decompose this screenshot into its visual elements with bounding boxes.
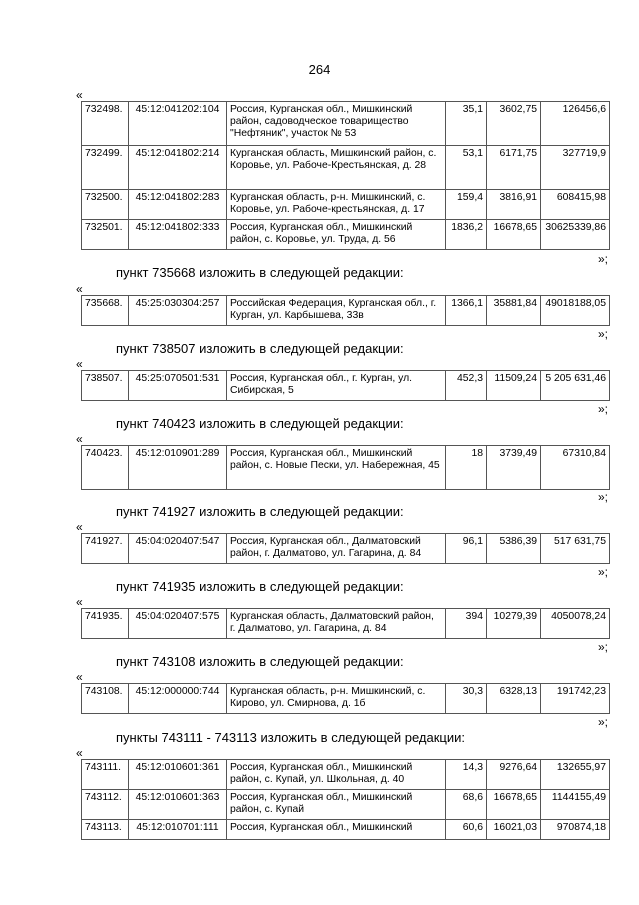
open-quote: « [76,432,83,446]
amendment-heading: пункты 743111 - 743113 изложить в следующей редакции: [116,730,465,745]
area: 18 [446,446,487,490]
address: Россия, Курганская обл., г. Курган, ул. Сибирская, 5 [227,371,446,401]
open-quote: « [76,88,83,102]
area: 60,6 [446,820,487,840]
cadastral-number: 45:25:030304:257 [129,296,227,326]
row-number: 735668. [82,296,129,326]
table-row [82,190,610,220]
amendment-heading: пункт 741927 изложить в следующей редакции: [116,504,404,519]
cadastral-value: 608415,98 [541,190,610,220]
cadastral-number: 45:12:041802:333 [129,220,227,250]
cadastral-table [81,759,610,840]
unit-value: 16021,03 [487,820,541,840]
cadastral-table [81,445,610,490]
cadastral-number: 45:12:000000:744 [129,684,227,714]
cadastral-value: 132655,97 [541,760,610,790]
address: Россия, Курганская обл., Мишкинский [227,820,446,840]
cadastral-value: 49018188,05 [541,296,610,326]
unit-value: 6328,13 [487,684,541,714]
cadastral-number: 45:12:010601:363 [129,790,227,820]
close-quote: »; [598,565,609,579]
amendment-heading: пункт 741935 изложить в следующей редакции: [116,579,404,594]
row-number: 732498. [82,102,129,146]
unit-value: 9276,64 [487,760,541,790]
cadastral-number: 45:12:010901:289 [129,446,227,490]
table-row [82,790,610,820]
amendment-heading: пункт 735668 изложить в следующей редакции: [116,265,404,280]
open-quote: « [76,670,83,684]
address: Россия, Курганская обл., Мишкинский район, с. Купай [227,790,446,820]
row-number: 732499. [82,146,129,190]
cadastral-value: 1144155,49 [541,790,610,820]
row-number: 743113. [82,820,129,840]
cadastral-value: 327719,9 [541,146,610,190]
address: Россия, Курганская обл., Далматовский район, г. Далматово, ул. Гагарина, д. 84 [227,534,446,564]
open-quote: « [76,357,83,371]
open-quote: « [76,746,83,760]
address: Курганская область, р-н. Мишкинский, с. Коровье, ул. Рабоче-крестьянская, д. 17 [227,190,446,220]
cadastral-number: 45:12:041802:214 [129,146,227,190]
cadastral-value: 517 631,75 [541,534,610,564]
amendment-heading: пункт 740423 изложить в следующей редакции: [116,416,404,431]
unit-value: 3739,49 [487,446,541,490]
close-quote: »; [598,490,609,504]
cadastral-number: 45:04:020407:575 [129,609,227,639]
cadastral-table [81,608,610,639]
table-row [82,146,610,190]
cadastral-number: 45:12:010701:111 [129,820,227,840]
cadastral-value: 30625339,86 [541,220,610,250]
row-number: 741927. [82,534,129,564]
table-row [82,820,610,840]
row-number: 732500. [82,190,129,220]
row-number: 741935. [82,609,129,639]
row-number: 738507. [82,371,129,401]
close-quote: »; [598,327,609,341]
cadastral-table [81,295,610,326]
cadastral-value: 126456,6 [541,102,610,146]
cadastral-table [81,533,610,564]
area: 394 [446,609,487,639]
open-quote: « [76,282,83,296]
area: 30,3 [446,684,487,714]
open-quote: « [76,595,83,609]
cadastral-value: 970874,18 [541,820,610,840]
table-row [82,760,610,790]
table-row [82,609,610,639]
table-row [82,102,610,146]
close-quote: »; [598,252,609,266]
area: 53,1 [446,146,487,190]
address: Россия, Курганская обл., Мишкинский район, с. Купай, ул. Школьная, д. 40 [227,760,446,790]
cadastral-table [81,370,610,401]
unit-value: 16678,65 [487,220,541,250]
address: Курганская область, Далматовский район, г. Далматово, ул. Гагарина, д. 84 [227,609,446,639]
cadastral-value: 191742,23 [541,684,610,714]
cadastral-number: 45:12:041802:283 [129,190,227,220]
address: Россия, Курганская обл., Мишкинский район, садоводческое товарищество "Нефтяник", участок № 53 [227,102,446,146]
address: Курганская область, Мишкинский район, с. Коровье, ул. Рабоче-Крестьянская, д. 28 [227,146,446,190]
unit-value: 5386,39 [487,534,541,564]
area: 452,3 [446,371,487,401]
unit-value: 3602,75 [487,102,541,146]
unit-value: 10279,39 [487,609,541,639]
row-number: 743112. [82,790,129,820]
cadastral-value: 67310,84 [541,446,610,490]
open-quote: « [76,520,83,534]
table-row [82,296,610,326]
row-number: 743111. [82,760,129,790]
cadastral-table [81,683,610,714]
table-row [82,220,610,250]
unit-value: 6171,75 [487,146,541,190]
close-quote: »; [598,402,609,416]
unit-value: 35881,84 [487,296,541,326]
cadastral-number: 45:04:020407:547 [129,534,227,564]
row-number: 743108. [82,684,129,714]
table-row [82,684,610,714]
address: Российская Федерация, Курганская обл., г. Курган, ул. Карбышева, 33в [227,296,446,326]
cadastral-number: 45:12:010601:361 [129,760,227,790]
amendment-heading: пункт 743108 изложить в следующей редакции: [116,654,404,669]
row-number: 740423. [82,446,129,490]
row-number: 732501. [82,220,129,250]
area: 68,6 [446,790,487,820]
unit-value: 11509,24 [487,371,541,401]
unit-value: 16678,65 [487,790,541,820]
area: 96,1 [446,534,487,564]
page-number: 264 [308,62,331,77]
address: Россия, Курганская обл., Мишкинский район, с. Новые Пески, ул. Набережная, 45 [227,446,446,490]
address: Курганская область, р-н. Мишкинский, с. Кирово, ул. Смирнова, д. 1б [227,684,446,714]
area: 1836,2 [446,220,487,250]
area: 1366,1 [446,296,487,326]
close-quote: »; [598,640,609,654]
cadastral-number: 45:12:041202:104 [129,102,227,146]
table-row [82,446,610,490]
address: Россия, Курганская обл., Мишкинский район, с. Коровье, ул. Труда, д. 56 [227,220,446,250]
area: 159,4 [446,190,487,220]
table-row [82,371,610,401]
amendment-heading: пункт 738507 изложить в следующей редакции: [116,341,404,356]
cadastral-value: 5 205 631,46 [541,371,610,401]
area: 14,3 [446,760,487,790]
table-row [82,534,610,564]
unit-value: 3816,91 [487,190,541,220]
cadastral-table [81,101,610,250]
cadastral-number: 45:25:070501:531 [129,371,227,401]
area: 35,1 [446,102,487,146]
close-quote: »; [598,715,609,729]
cadastral-value: 4050078,24 [541,609,610,639]
